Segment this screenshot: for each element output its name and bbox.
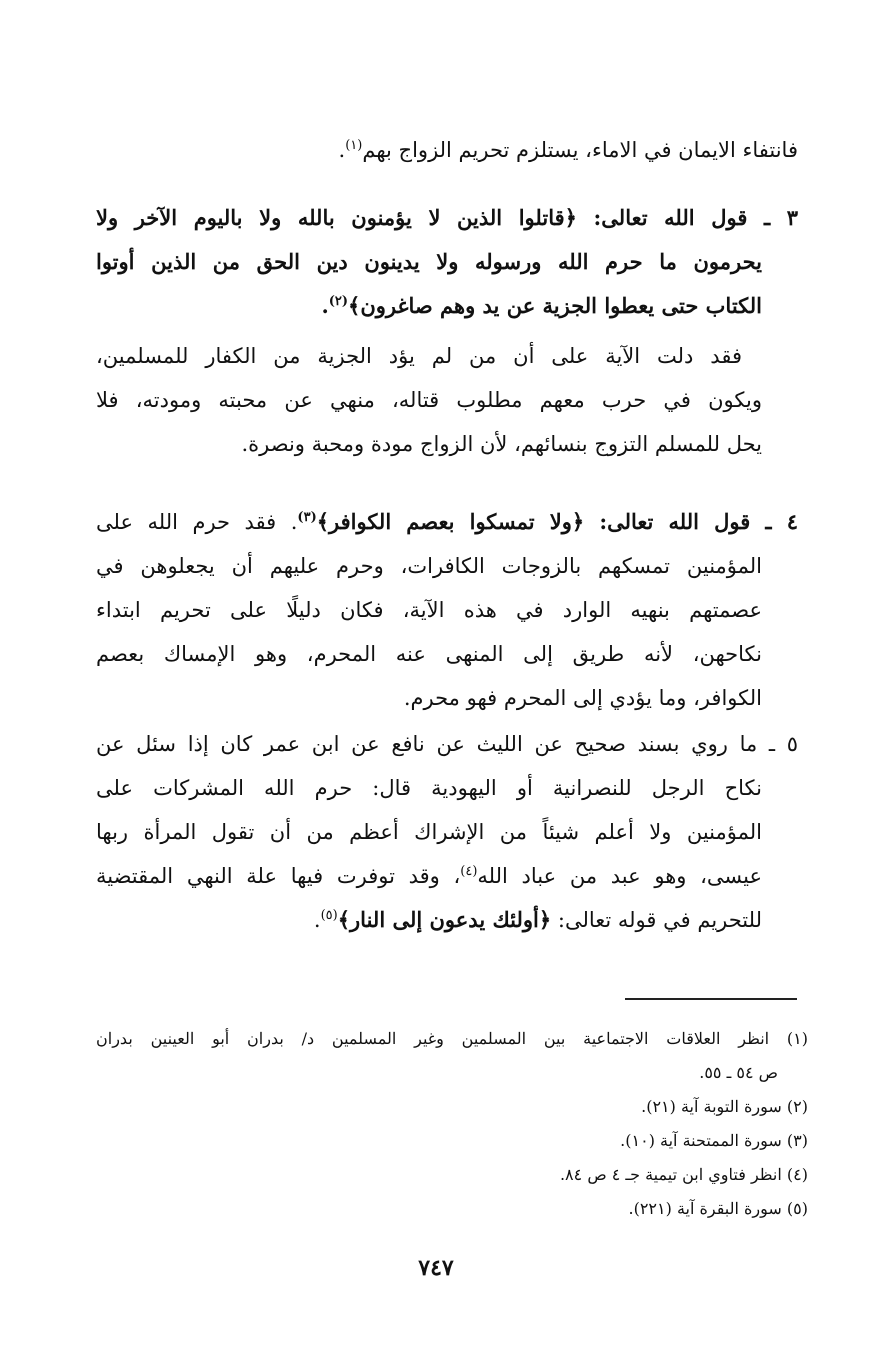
item-5-quote: ﴿أولئك يدعون إلى النار﴾ [337, 907, 552, 932]
item-4-line-5: الكوافر، وما يؤدي إلى المحرم فهو محرم. [403, 686, 762, 710]
footnote-ref-3: (٣) [297, 510, 317, 525]
footnote-ref-4: (٤) [460, 864, 478, 879]
item-4-quote: ٤ ـ قول الله تعالى: ﴿ولا تمسكوا بعصم الكوافر﴾ [316, 509, 798, 534]
item-3-line-3: الكتاب حتى يعطوا الجزية عن يد وهم صاغرون﴾$^{(٢)}$. [321, 293, 762, 318]
footnote-ref-1: (١) [345, 138, 363, 153]
item-5-line-5 [96, 898, 798, 942]
item-3-explanation-line-3: يحل للمسلم التزوج بنسائهم، لأن الزواج مودة ومحبة ونصرة. [241, 432, 762, 456]
page-number: ٧٤٧ [418, 1255, 454, 1281]
footnote-1: (١) انظر العلاقات الاجتماعية بين المسلمين وغير المسلمين د/ بدران أبو العينين بدران [96, 1029, 808, 1048]
footnote-5: (٥) سورة البقرة آية (٢٢١). [628, 1199, 808, 1218]
item-3-explanation [96, 334, 798, 466]
item-5-line-2: نكاح الرجل للنصرانية أو اليهودية قال: حرم الله المشركات على [96, 776, 762, 800]
item-5-line-4-b: ، وقد توفرت فيها علة النهي المقتضية [96, 864, 461, 888]
item-3-explanation-line-2: ويكون في حرب معهم مطلوب قتاله، منهي عن محبته ومودته، فلا [96, 388, 762, 412]
item-5-line-3: المؤمنين ولا أعلم شيئاً من الإشراك أعظم من أن تقول المرأة ربها [96, 820, 762, 844]
footnote-separator [625, 998, 797, 1000]
item-4-line-4: نكاحهن، لأنه طريق إلى المنهى عنه المحرم، وهو الإمساك بعصم [96, 642, 762, 666]
item-3-line-3-text: الكتاب حتى يعطوا الجزية عن يد وهم صاغرون﴾ [348, 293, 762, 318]
item-5-line-4 [96, 854, 798, 898]
footnote-4: (٤) انظر فتاوي ابن تيمية جـ ٤ ص ٨٤. [559, 1165, 808, 1184]
footnotes [96, 1022, 808, 1226]
item-5-line-5-a: للتحريم في قوله تعالى: [551, 908, 762, 932]
item-4 [96, 500, 798, 720]
footnote-ref-2: (٢) [328, 294, 349, 309]
item-4-line-1-tail: . فقد حرم الله على [96, 510, 298, 534]
footnote-3: (٣) سورة الممتحنة آية (١٠). [620, 1131, 808, 1150]
intro-line: فانتفاء الايمان في الاماء، يستلزم تحريم الزواج بهم$^{(١)}$. [338, 138, 798, 162]
intro-text: فانتفاء الايمان في الاماء، يستلزم تحريم الزواج بهم [362, 138, 798, 162]
item-5-line-5-end: . [313, 908, 321, 932]
item-3-line-1: ٣ ـ قول الله تعالى: ﴿قاتلوا الذين لا يؤمنون بالله ولا باليوم الآخر ولا [96, 205, 798, 230]
item-4-line-2: المؤمنين تمسكهم بالزوجات الكافرات، وحرم عليهم أن يجعلوهن في [96, 554, 762, 578]
item-3-verse [96, 196, 798, 328]
footnote-1-continued: ص ٥٤ ـ ٥٥. [699, 1063, 778, 1082]
intro-paragraph [96, 128, 798, 172]
item-5-line-1: ٥ ـ ما روي بسند صحيح عن الليث عن نافع عن ابن عمر كان إذا سئل عن [96, 732, 798, 756]
item-4-line-1 [96, 500, 798, 544]
item-4-line-3: عصمتهم بنهيه الوارد في هذه الآية، فكان دليلًا على تحريم ابتداء [96, 598, 762, 622]
item-5-line-4-a: عيسى، وهو عبد من عباد الله [477, 864, 762, 888]
footnote-2: (٢) سورة التوبة آية (٢١). [641, 1097, 808, 1116]
item-3-explanation-line-1: فقد دلت الآية على أن من لم يؤد الجزية من الكفار للمسلمين، [96, 344, 742, 368]
footnote-ref-5: (٥) [320, 908, 338, 923]
item-3-line-2: يحرمون ما حرم الله ورسوله ولا يدينون دين الحق من الذين أوتوا [96, 249, 762, 274]
item-5 [96, 722, 798, 942]
